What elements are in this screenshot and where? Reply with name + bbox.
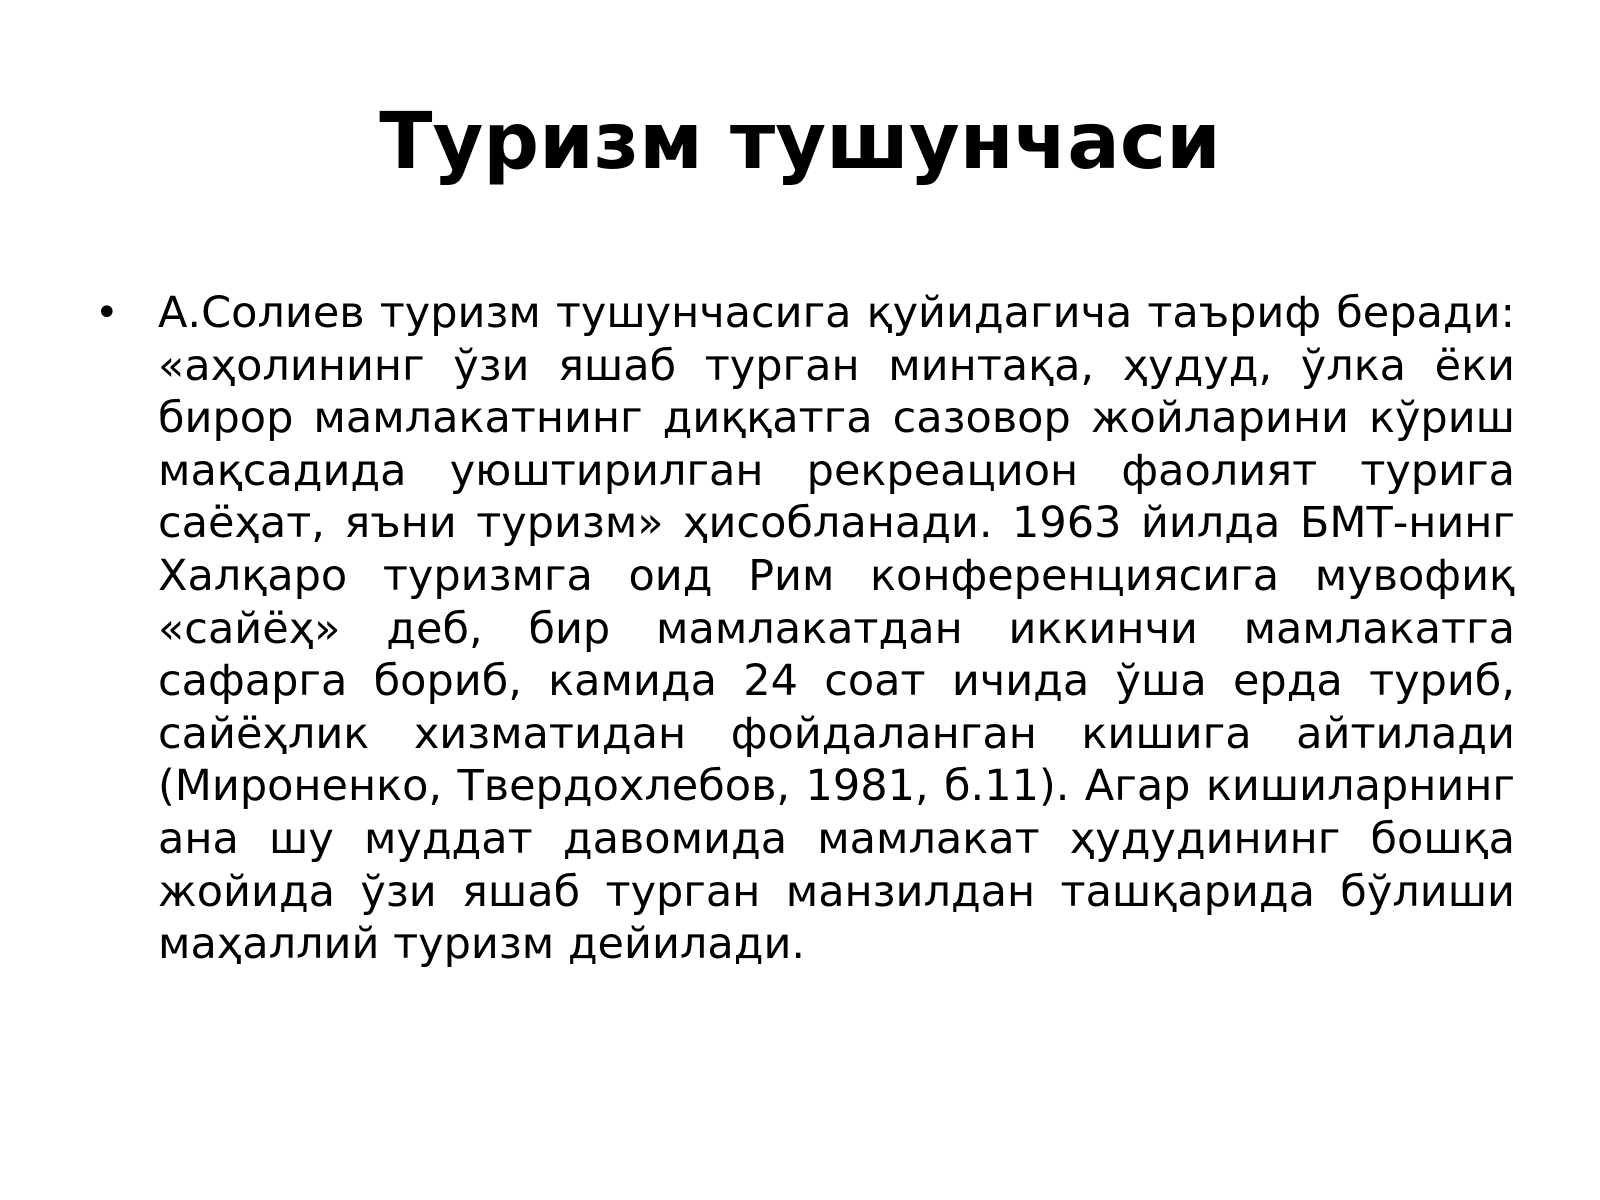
bullet-icon: • — [95, 290, 119, 336]
bullet-item — [95, 287, 1515, 971]
bullet-list — [95, 287, 1515, 971]
slide-title: Туризм тушунчаси — [379, 97, 1221, 187]
bullet-text: А.Солиев туризм тушунчасига қуйидагича таъриф беради: «аҳолининг ўзи яшаб турган минтақа, ҳудуд, ўлка ёки бирор мамлакатнинг диққатга сазовор жойларини кўриш мақсадида уюштирилган рекреацион фаолият турига саёҳат, яъни туризм» ҳисобланади. 1963 йилда БМТ-нинг Халқаро туризмга оид Рим конференциясига мувофиқ «сайёҳ» деб, бир мамлакатдан иккинчи мамлакатга сафарга бориб, камида 24 соат ичида ўша ерда туриб, сайёҳлик хизматидан фойдаланган кишига айтилади (Мироненко, Твердохлебов, 1981, б.11). Агар кишиларнинг ана шу муддат давомида мамлакат ҳудудининг бошқа жойида ўзи яшаб турган манзилдан ташқарида бўлиши маҳаллий туризм дейилади. — [158, 288, 1515, 970]
